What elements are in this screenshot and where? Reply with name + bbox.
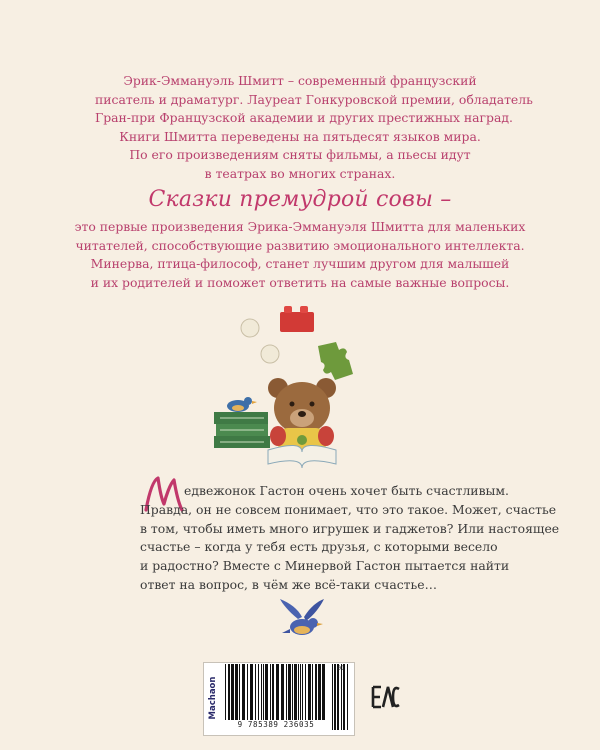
- barcode-bar: [308, 664, 311, 720]
- barcode-bar: [288, 664, 291, 720]
- barcode-bar: [258, 664, 259, 720]
- barcode-bar: [276, 664, 279, 720]
- book-stack-icon: [214, 412, 270, 448]
- author-bio-line: писатель и драматург. Лауреат Гонкуровской премии, обладатель: [95, 91, 533, 107]
- story-blurb: [140, 482, 560, 595]
- barcode-bar: [261, 664, 262, 720]
- barcode-bar: [250, 664, 253, 720]
- author-bio-line: По его произведениям сняты фильмы, а пьесы идут: [129, 147, 471, 163]
- barcode-bar: [298, 664, 299, 720]
- author-bio-line: Гран-при Французской академии и других престижных наград.: [95, 110, 513, 126]
- series-description-line: Минерва, птица-философ, станет лучшим другом для малышей: [90, 256, 510, 272]
- barcode-bar: [318, 664, 321, 720]
- barcode-bar: [231, 664, 234, 720]
- barcode-bar: [300, 664, 301, 720]
- series-description: [70, 218, 530, 292]
- barcode-bar: [302, 664, 303, 720]
- series-description-line: читателей, способствующие развитию эмоционального интеллекта.: [75, 237, 525, 253]
- author-bio-line: в театрах во многих странах.: [204, 165, 396, 181]
- barcode-bar: [334, 664, 336, 730]
- bear-gaston-icon: [268, 378, 336, 454]
- barcode-bar: [292, 664, 293, 720]
- barcode-addon-number: 01: [337, 664, 345, 672]
- isbn-number: 9 785389 236035: [237, 720, 315, 729]
- barcode-bar: [294, 664, 297, 720]
- blue-bird-icon: [227, 397, 257, 412]
- barcode-bar: [332, 664, 333, 730]
- story-line: и радостно? Вместе с Минервой Гастон пытается найти: [140, 558, 510, 574]
- story-line: в том, чтобы иметь много игрушек и гаджетов? Или настоящее: [140, 520, 560, 536]
- barcode-bar: [315, 664, 317, 720]
- story-line: ответ на вопрос, в чём же всё-таки счастье…: [140, 576, 437, 592]
- barcode-bar: [305, 664, 306, 720]
- publisher-name: Machaon: [208, 676, 218, 720]
- eac-mark-icon: [371, 681, 401, 713]
- author-bio-line: Эрик-Эммануэль Шмитт – современный французский: [123, 73, 477, 88]
- bear-with-toys-illustration: [212, 300, 392, 470]
- barcode-bar: [322, 664, 325, 720]
- barcode-bar: [265, 664, 268, 720]
- story-line: Правда, он не совсем понимает, что это такое. Может, счастье: [140, 501, 557, 517]
- flying-bird-icon: [276, 597, 328, 643]
- barcode-bar: [337, 664, 339, 730]
- barcode-bar: [263, 664, 264, 720]
- toy-ball-icon: [241, 319, 259, 337]
- series-description-line: это первые произведения Эрика-Эммануэля Шмитта для маленьких: [74, 219, 526, 234]
- puzzle-piece-icon: [318, 342, 353, 380]
- barcode-bar: [228, 664, 230, 720]
- barcode-bar: [247, 664, 248, 720]
- barcode-addon: [331, 664, 351, 730]
- story-line: едвежонок Гастон очень хочет быть счастливым.: [184, 483, 509, 498]
- author-bio-line: Книги Шмитта переведены на пятьдесят языков мира.: [119, 128, 481, 144]
- publisher-logo: [205, 664, 221, 732]
- barcode-bar: [281, 664, 284, 720]
- barcode-bar: [341, 664, 342, 730]
- barcode: [224, 664, 328, 720]
- series-title: Сказки премудрой совы –: [148, 187, 452, 212]
- barcode-bar: [286, 664, 287, 720]
- barcode-bar: [270, 664, 271, 720]
- barcode-bar: [255, 664, 256, 720]
- barcode-bar: [312, 664, 313, 720]
- lego-brick-icon: [280, 306, 314, 332]
- barcode-bar: [242, 664, 245, 720]
- barcode-bar: [239, 664, 240, 720]
- barcode-bar: [272, 664, 274, 720]
- barcode-bar: [347, 664, 348, 730]
- barcode-bar: [343, 664, 345, 730]
- barcode-bar: [225, 664, 226, 720]
- barcode-bar: [235, 664, 238, 720]
- story-line: счастье – когда у тебя есть друзья, с которыми весело: [140, 539, 498, 555]
- toy-ball-icon: [261, 345, 279, 363]
- series-description-line: и их родителей и поможет ответить на самые важные вопросы.: [90, 274, 510, 290]
- author-bio: [95, 72, 533, 184]
